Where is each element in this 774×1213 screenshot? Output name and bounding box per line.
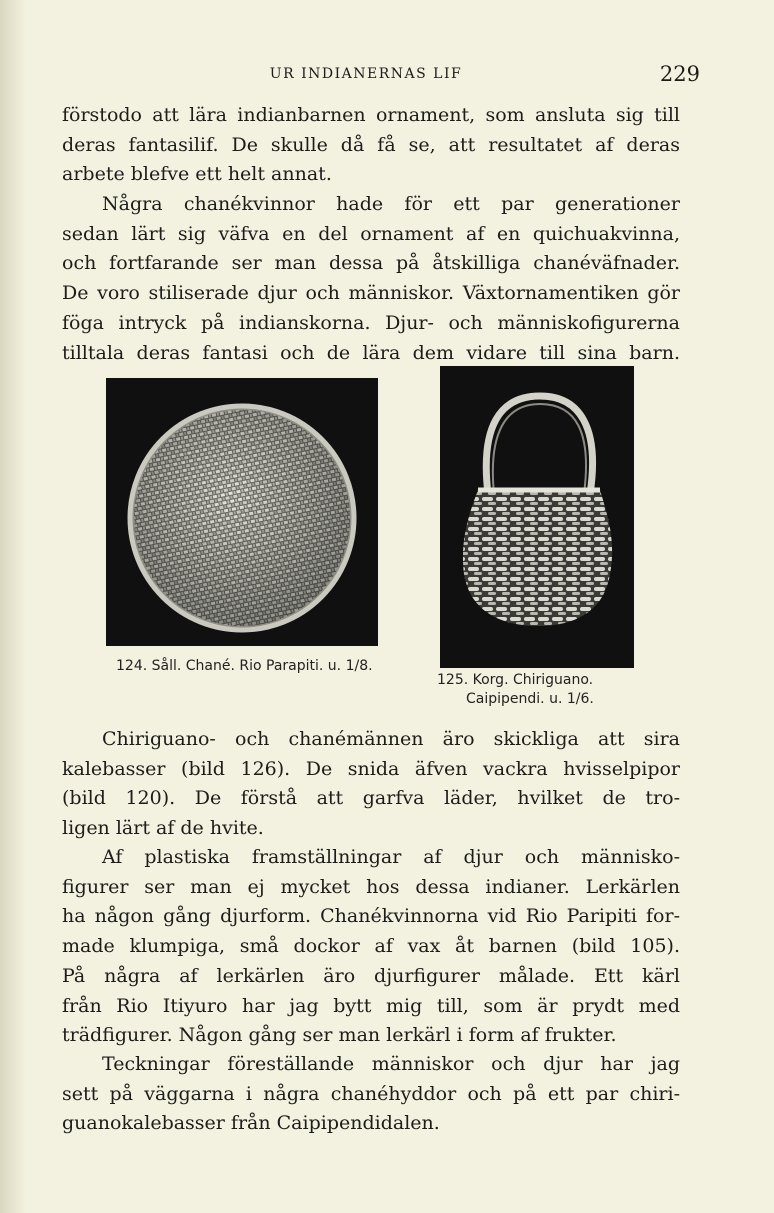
text-line: Några chanékvinnor hade för ett par generationer [102,193,680,215]
text-line: sedan lärt sig väfva en del ornament af en quichuakvinna, [62,222,680,245]
text-line: De voro stiliserade djur och människor. Växtornamentiken gör [62,282,680,305]
text-line: guanokalebasser från Caipipendidalen. [62,1112,440,1135]
text-line: arbete blefve ett helt annat. [62,163,332,186]
text-line: Teckningar föreställande människor och djur har jag [102,1053,680,1075]
text-line: ha någon gång djurform. Chanékvinnorna vid Rio Paripiti for- [62,905,680,928]
text-line: förstodo att lära indianbarnen ornament, som ansluta sig till [62,104,680,126]
paragraph-5 [62,1050,680,1139]
text-line: och fortfarande ser man dessa på åtskilliga chanéväfnader. [62,252,680,275]
sieve-image [106,378,378,646]
text-line: kalebasser (bild 126). De snida äfven vackra hvisselpipor [62,757,680,780]
figure-124-caption: 124. Såll. Chané. Rio Parapiti. u. 1/8. [116,658,373,674]
text-line: (bild 120). De förstå att garfva läder, hvilket de tro- [62,787,680,810]
page-spine-shadow [0,0,26,1213]
basket-image [440,366,634,668]
paragraph-4 [62,843,680,1051]
paragraph-2 [62,190,680,368]
running-head [62,62,700,86]
figure-124-photo [106,378,378,646]
paragraph-1 [62,101,680,190]
text-line: trädfigurer. Någon gång ser man lerkärl i form af frukter. [62,1024,617,1047]
text-line: sett på väggarna i några chanéhyddor och på ett par chiri- [62,1082,680,1105]
text-line: föga intryck på indianskorna. Djur- och människofigurerna [62,311,680,334]
figure-125-caption-line2: Caipipendi. u. 1/6. [466,691,594,707]
page-number: 229 [659,62,700,86]
text-line: figurer ser man ej mycket hos dessa indianer. Lerkärlen [62,875,680,898]
paragraph-3 [62,725,680,844]
text-line: made klumpiga, små dockor af vax åt barnen (bild 105). [62,935,680,958]
text-line: deras fantasilif. De skulle då få se, att resultatet af deras [62,133,680,156]
text-line: ligen lärt af de hvite. [62,817,264,840]
running-title: UR INDIANERNAS LIF [269,66,463,82]
text-line: Chiriguano- och chanémännen äro skickliga att sira [102,728,680,750]
text-line: Af plastiska framställningar af djur och människo- [102,846,680,868]
text-line: från Rio Itiyuro har jag bytt mig till, som är prydt med [62,994,680,1017]
figure-125-photo [440,366,634,668]
text-line: tilltala deras fantasi och de lära dem vidare till sina barn. [62,341,680,364]
figure-125-caption-line1: 125. Korg. Chiriguano. [437,672,594,688]
text-line: På några af lerkärlen äro djurfigurer målade. Ett kärl [62,964,680,987]
